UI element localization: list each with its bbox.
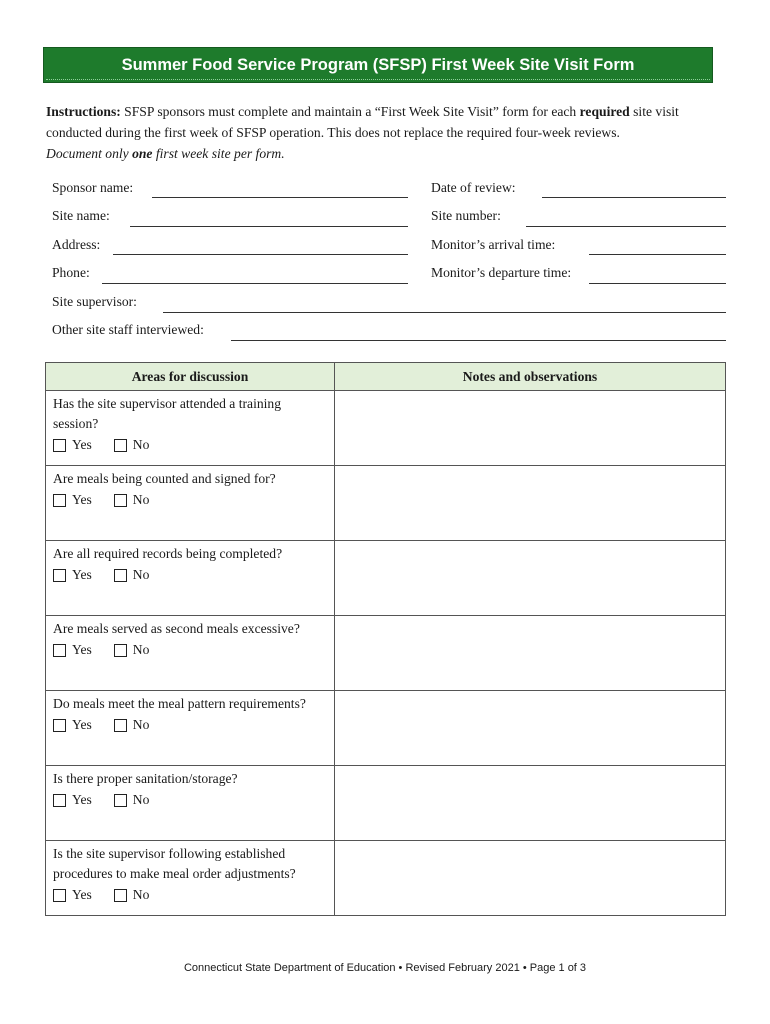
yes-checkbox[interactable] — [53, 794, 66, 807]
yes-label: Yes — [72, 887, 92, 902]
discussion-table — [45, 362, 726, 916]
no-checkbox[interactable] — [114, 719, 127, 732]
title-banner — [43, 47, 713, 83]
banner-dotted-rule — [46, 79, 710, 80]
notes-cell[interactable] — [335, 766, 726, 841]
yes-label: Yes — [72, 437, 92, 452]
notes-cell[interactable] — [335, 616, 726, 691]
yes-label: Yes — [72, 792, 92, 807]
notes-cell[interactable] — [335, 841, 726, 916]
question-text: Do meals meet the meal pattern requirements? — [53, 696, 306, 711]
yes-checkbox[interactable] — [53, 439, 66, 452]
instructions — [46, 101, 726, 164]
notes-cell[interactable] — [335, 391, 726, 466]
table-row — [46, 541, 726, 616]
question-text: Is there proper sanitation/storage? — [53, 771, 238, 786]
yes-checkbox[interactable] — [53, 889, 66, 902]
yes-label: Yes — [72, 567, 92, 582]
table-row — [46, 391, 726, 466]
no-label: No — [132, 792, 150, 807]
no-label: No — [132, 437, 150, 452]
table-row — [46, 841, 726, 916]
table-row — [46, 766, 726, 841]
no-checkbox[interactable] — [114, 439, 127, 452]
question-cell — [46, 541, 335, 616]
address-label: Address: — [52, 237, 101, 252]
phone-field[interactable] — [102, 283, 408, 284]
sponsor-name-field[interactable] — [152, 197, 408, 198]
question-cell — [46, 766, 335, 841]
question-text: Has the site supervisor attended a training session? — [53, 396, 282, 431]
yes-checkbox[interactable] — [53, 644, 66, 657]
instructions-italic-1: Document only — [46, 146, 133, 161]
site-supervisor-label: Site supervisor: — [52, 294, 137, 309]
notes-cell[interactable] — [335, 466, 726, 541]
instructions-italic-bold: one — [132, 146, 153, 161]
notes-cell[interactable] — [335, 691, 726, 766]
yes-checkbox[interactable] — [53, 494, 66, 507]
instructions-label: Instructions: — [46, 104, 121, 119]
no-checkbox[interactable] — [114, 644, 127, 657]
yes-label: Yes — [72, 717, 92, 732]
departure-time-label: Monitor’s departure time: — [431, 265, 572, 280]
instructions-text-2: site visit conducted during the first week of SFSP operation. This does not replace the required four-week reviews. — [46, 104, 679, 140]
yes-label: Yes — [72, 642, 92, 657]
departure-time-field[interactable] — [589, 283, 726, 284]
site-number-field[interactable] — [526, 226, 726, 227]
arrival-time-field[interactable] — [589, 254, 726, 255]
areas-column-header: Areas for discussion — [46, 363, 335, 391]
question-cell — [46, 616, 335, 691]
sponsor-name-label: Sponsor name: — [52, 180, 134, 195]
site-name-label: Site name: — [52, 208, 110, 223]
no-label: No — [132, 887, 150, 902]
no-label: No — [132, 567, 150, 582]
notes-cell[interactable] — [335, 541, 726, 616]
no-checkbox[interactable] — [114, 794, 127, 807]
phone-label: Phone: — [52, 265, 90, 280]
site-name-field[interactable] — [130, 226, 408, 227]
yes-checkbox[interactable] — [53, 569, 66, 582]
question-cell — [46, 691, 335, 766]
notes-column-header: Notes and observations — [335, 363, 726, 391]
no-label: No — [132, 642, 150, 657]
question-text: Are meals being counted and signed for? — [53, 471, 276, 486]
other-staff-field[interactable] — [231, 340, 726, 341]
address-field[interactable] — [113, 254, 408, 255]
question-cell — [46, 466, 335, 541]
page-title: Summer Food Service Program (SFSP) First Week Site Visit Form — [121, 55, 635, 74]
instructions-italic-2: first week site per form. — [152, 146, 285, 161]
no-checkbox[interactable] — [114, 569, 127, 582]
question-text: Is the site supervisor following established procedures to make meal order adjustments? — [53, 846, 296, 881]
no-checkbox[interactable] — [114, 889, 127, 902]
table-row — [46, 616, 726, 691]
date-of-review-label: Date of review: — [431, 180, 516, 195]
table-row — [46, 691, 726, 766]
arrival-time-label: Monitor’s arrival time: — [431, 237, 556, 252]
yes-label: Yes — [72, 492, 92, 507]
date-of-review-field[interactable] — [542, 197, 726, 198]
question-cell — [46, 841, 335, 916]
instructions-text-1: SFSP sponsors must complete and maintain a “First Week Site Visit” form for each — [120, 104, 580, 119]
question-cell — [46, 391, 335, 466]
table-row — [46, 466, 726, 541]
yes-checkbox[interactable] — [53, 719, 66, 732]
other-staff-label: Other site staff interviewed: — [52, 322, 204, 337]
page-footer: Connecticut State Department of Education • Revised February 2021 • Page 1 of 3 — [183, 962, 587, 974]
site-supervisor-field[interactable] — [163, 312, 726, 313]
no-checkbox[interactable] — [114, 494, 127, 507]
question-text: Are all required records being completed? — [53, 546, 283, 561]
instructions-required: required — [579, 104, 630, 119]
site-number-label: Site number: — [431, 208, 501, 223]
no-label: No — [132, 492, 150, 507]
question-text: Are meals served as second meals excessive? — [53, 621, 300, 636]
no-label: No — [132, 717, 150, 732]
